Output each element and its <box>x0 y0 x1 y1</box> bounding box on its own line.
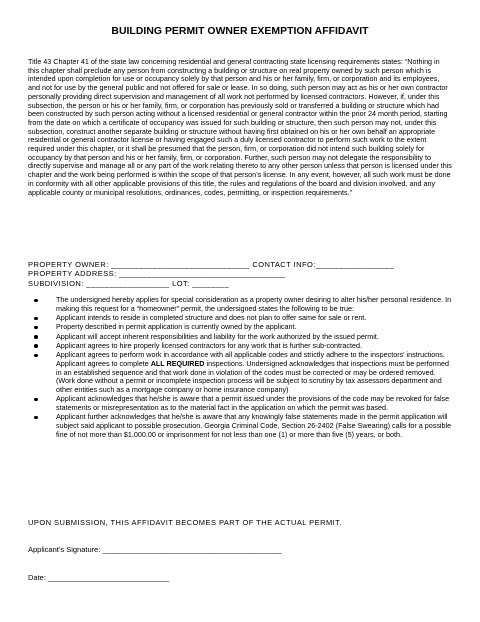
list-item: The undersigned hereby applies for special consideration as a property owner desiring to alter his/her personal residence. In making this request for a “homeowner” permit, the undersigned states the following to be true: <box>28 296 452 313</box>
list-item: Applicant acknowledges that he/she is aware that a permit issued under the provisions of the code may be revoked for false statements or misrepresentation as to the material fact in the application on which the permit was based. <box>28 395 452 412</box>
list-item: Applicant agrees to hire properly licensed contractors for any work that is further sub-contracted. <box>28 342 452 351</box>
property-address-line: PROPERTY ADDRESS: ____________________________________ <box>28 269 286 279</box>
property-owner-contact-line: PROPERTY OWNER: ______________________________ CONTACT INFO:_________________ <box>28 260 395 269</box>
list-item: Applicant further acknowledges that he/she is aware that any knowingly false statements made in the permit application will subject said applicant to possible prosecution. Georgia Criminal Code, Section 26-2402 (False Swearing) calls for a possible fine of not more than $1,000.00 or imprisonment for not less than one (1) or more than five (5) years, or both. <box>28 413 452 439</box>
list-item-text: Applicant agrees to perform work in accordance with all applicable codes and strictly adhere to the inspectors’ instructions. Applicant agrees to complete <box>56 350 445 368</box>
list-item: Applicant intends to reside in completed structure and does not plan to offer same for sale or rent. <box>28 314 452 323</box>
property-fields <box>28 260 452 288</box>
all-required-emphasis: ALL REQUIRED <box>150 358 205 368</box>
subdivision-lot-line: SUBDIVISION: __________________ LOT: ________ <box>28 278 230 288</box>
list-item <box>28 351 452 395</box>
statute-paragraph: Title 43 Chapter 41 of the state law concerning residential and general contracting state licensing requirements states: “Nothing in this chapter shall preclude any person from constructing a building or structure on real property owned by such person which is intended upon completion for use or occupancy solely by that person and his or her family, firm, or corporation and its employees, and not for use by the general public and not offered for sale or lease. In so doing, such person may act as his or her own contractor personally providing direct supervision and management of all work not performed by licensed contractors. However, if, under this subsection, the person or his or her family, firm, or corporation has previously sold or transferred a building or structure which had been constructed by such person acting without a licensed residential or general contractor within the prior 24 month period, starting from the date on which a certificate of occupancy was issued for such building or structure, then such person may not, under this subsection, construct another separate building or structure without having first obtained on his or her own behalf an appropriate residential or general contractor license or having engaged such a duly licensed contractor to perform such work to the extent required under this chapter, or it shall be presumed that the person, firm, or corporation did not intend such building solely for occupancy by that person and his or her family, firm, or corporation. Further, such person may not delegate the responsibility to directly supervise and manage all or any part of the work relating thereto to any other person unless that person is licensed under this chapter and the work being performed is within the scope of that person’s license. In any event, however, all such work must be done in conformity with all other applicable provisions of this title, the rules and regulations of the board and division involved, and any applicable county or municipal resolutions, ordinances, codes, permitting, or inspection requirements.” <box>28 57 452 197</box>
document-title: BUILDING PERMIT OWNER EXEMPTION AFFIDAVIT <box>111 26 369 37</box>
list-item-text: inspections. Undersigned acknowledges that inspections must be performed in an established sequence and that work done in violation of the codes must be corrected or may be ordered removed. (Work done without a permit or incomplete inspection process will be subject to scrutiny by tax assessors department and other entities such as a mortgage company or home insurance company) <box>56 358 449 394</box>
affidavit-terms-list <box>28 296 452 440</box>
applicant-signature-line: Applicant’s Signature: ___________________________________________ <box>28 545 282 554</box>
submission-notice: UPON SUBMISSION, THIS AFFIDAVIT BECOMES PART OF THE ACTUAL PERMIT. <box>28 518 342 527</box>
list-item: Applicant will accept inherent responsibilities and liability for the work authorized by the issued permit. <box>28 333 452 342</box>
list-item: Property described in permit application is currently owned by the applicant. <box>28 323 452 332</box>
date-line: Date: _____________________________ <box>28 573 169 582</box>
